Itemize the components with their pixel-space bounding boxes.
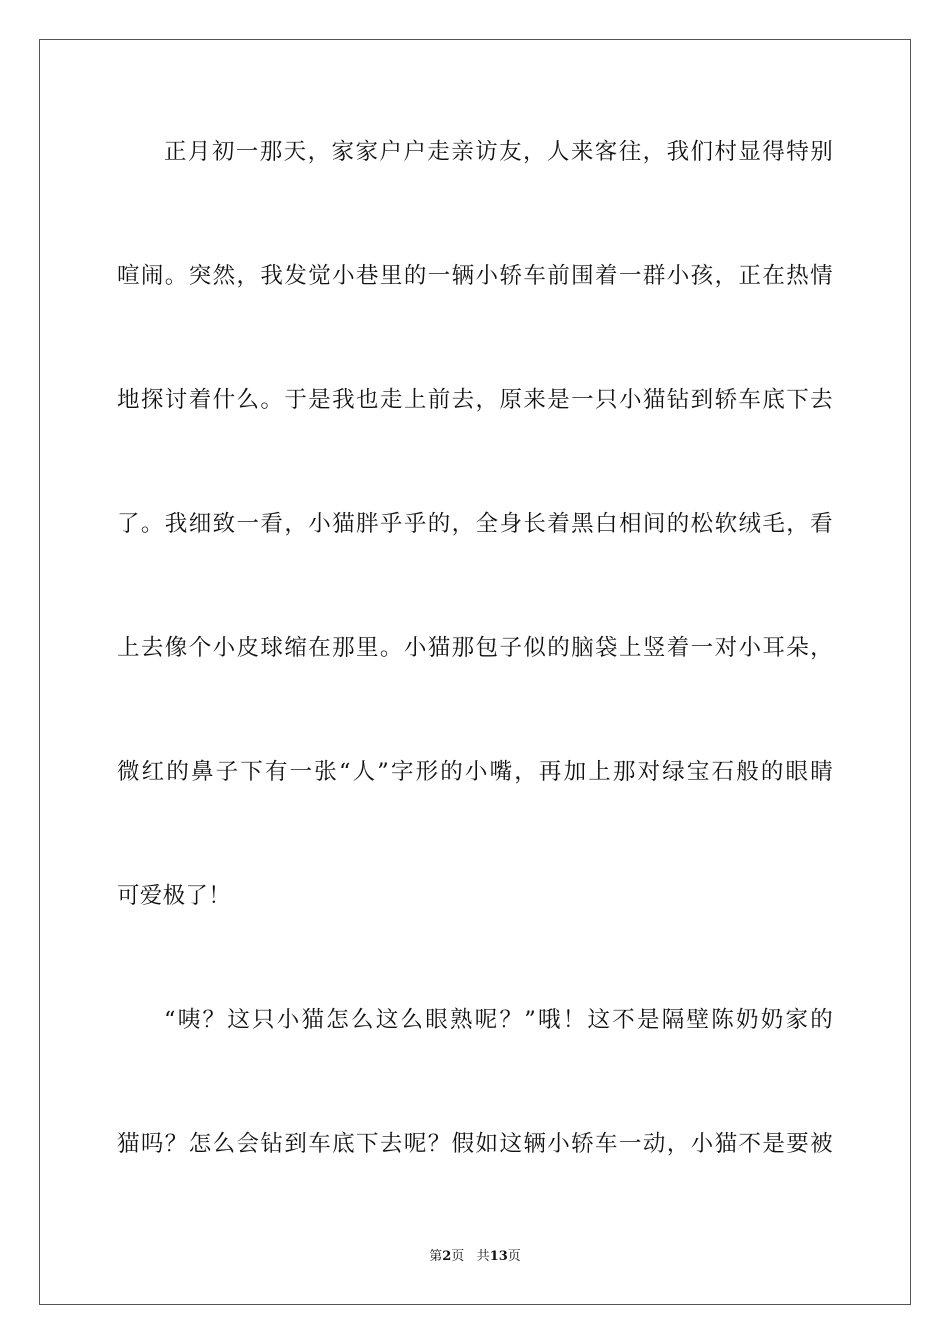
total-prefix: 共 [476,1249,490,1264]
paragraph-line-9: 猫吗？怎么会钻到车底下去呢？假如这辆小轿车一动，小猫不是要被 [117,1131,833,1157]
total-suffix: 页 [507,1249,521,1264]
paragraph-line-8: “咦？这只小猫怎么这么眼熟呢？”哦！这不是隔壁陈奶奶家的 [164,1007,833,1033]
page-footer [0,1247,950,1267]
page-number: 2 [442,1249,452,1264]
page-prefix: 第 [429,1249,443,1264]
total-pages: 13 [489,1249,508,1264]
paragraph-line-7: 可爱极了！ [117,883,232,909]
paragraph-line-3: 地探讨着什么。于是我也走上前去，原来是一只小猫钻到轿车底下去 [117,387,833,413]
page-suffix: 页 [451,1249,465,1264]
paragraph-line-5: 上去像个小皮球缩在那里。小猫那包子似的脑袋上竖着一对小耳朵， [117,635,833,661]
paragraph-line-2: 喧闹。突然，我发觉小巷里的一辆小轿车前围着一群小孩，正在热情 [117,263,833,289]
paragraph-line-1: 正月初一那天，家家户户走亲访友，人来客往，我们村显得特别 [164,139,833,165]
paragraph-line-4: 了。我细致一看，小猫胖乎乎的，全身长着黑白相间的松软绒毛，看 [117,511,833,537]
document-body [117,127,833,1243]
paragraph-line-6: 微红的鼻子下有一张“人”字形的小嘴，再加上那对绿宝石般的眼睛 [117,759,833,785]
